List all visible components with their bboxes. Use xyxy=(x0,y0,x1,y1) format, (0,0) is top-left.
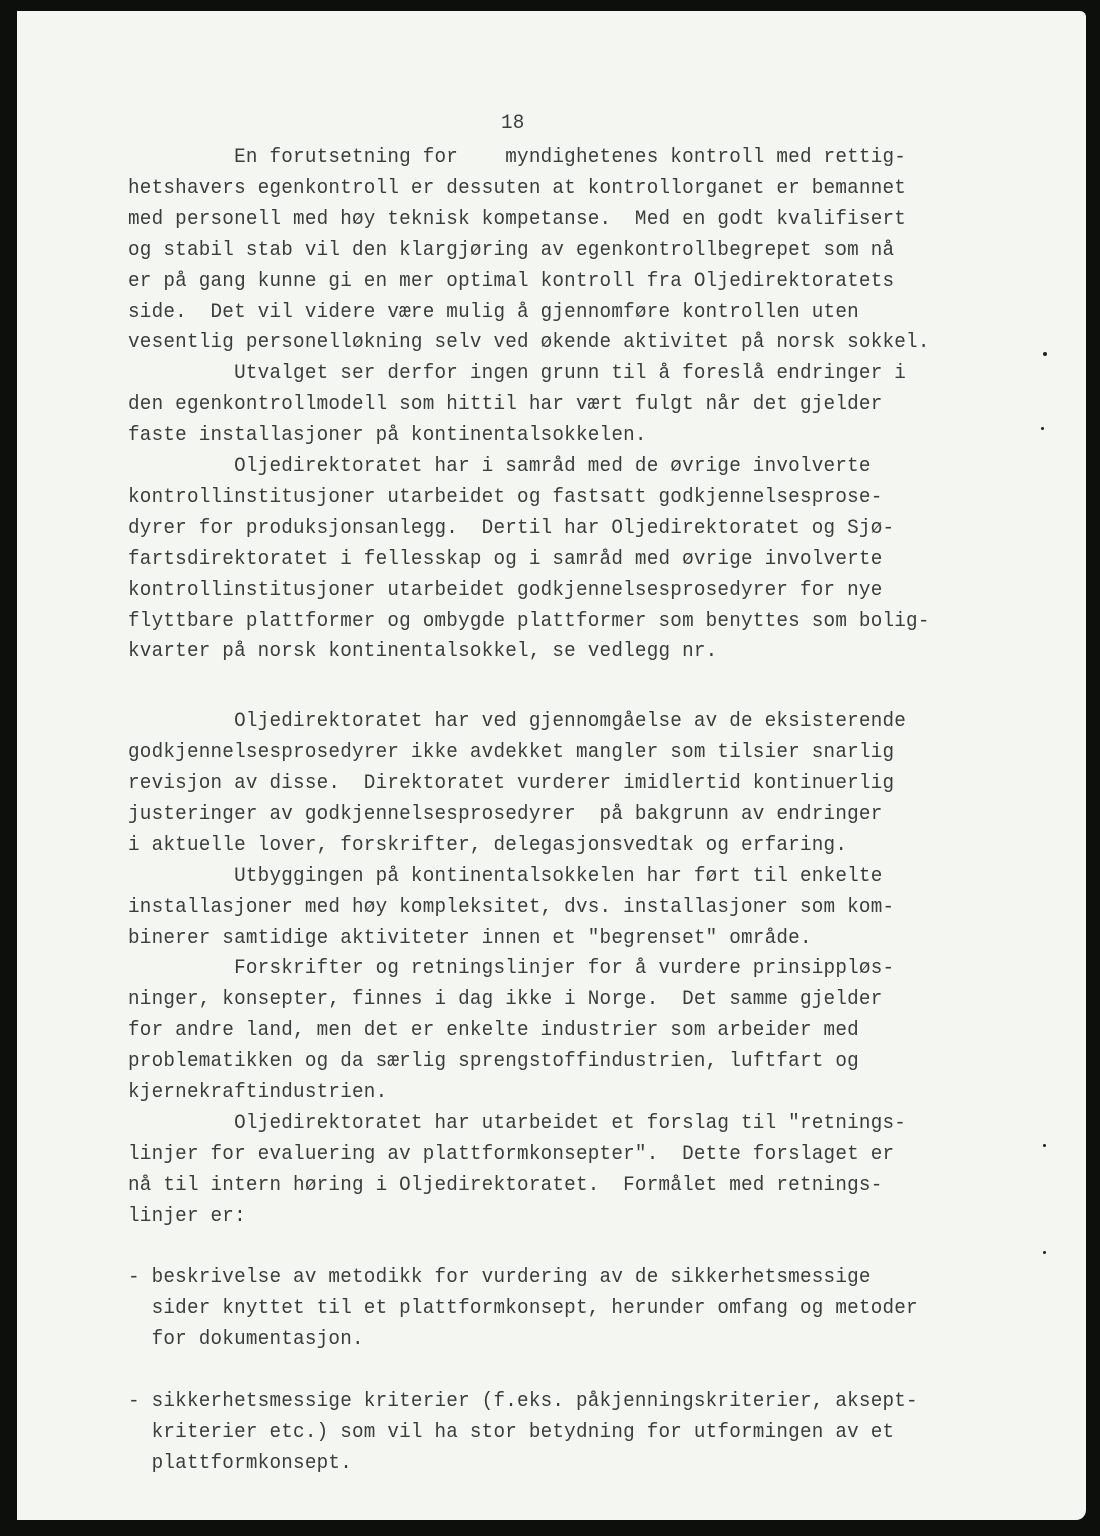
text-line: med personell med høy teknisk kompetanse. Med en godt kvalifisert xyxy=(128,207,907,231)
text-line: faste installasjoner på kontinentalsokkelen. xyxy=(128,424,647,448)
text-line: Utvalget ser derfor ingen grunn til å foreslå endringer i xyxy=(128,362,907,386)
scan-speck xyxy=(1043,1144,1046,1147)
text-line: En forutsetning for myndighetenes kontroll med rettig- xyxy=(128,146,907,169)
text-line: vesentlig personelløkning selv ved økende aktivitet på norsk sokkel. xyxy=(128,331,930,355)
text-line: - sikkerhetsmessige kriterier (f.eks. påkjenningskriterier, aksept- xyxy=(128,1390,918,1413)
text-line: fartsdirektoratet i fellesskap og i samråd med øvrige involverte xyxy=(128,547,883,571)
text-line: flyttbare plattformer og ombygde plattformer som benyttes som bolig- xyxy=(128,609,930,633)
text-line: den egenkontrollmodell som hittil har vært fulgt når det gjelder xyxy=(128,393,883,417)
text-line: godkjennelsesprosedyrer ikke avdekket mangler som tilsier snarlig xyxy=(128,741,895,765)
text-line: Forskrifter og retningslinjer for å vurdere prinsippløs- xyxy=(128,957,895,981)
text-line: er på gang kunne gi en mer optimal kontroll fra Oljedirektoratets xyxy=(128,269,895,293)
text-line: revisjon av disse. Direktoratet vurderer imidlertid kontinuerlig xyxy=(128,772,895,795)
text-line: Oljedirektoratet har i samråd med de øvrige involverte xyxy=(128,455,871,478)
text-line: for dokumentasjon. xyxy=(128,1328,364,1352)
scan-speck xyxy=(1041,427,1044,430)
text-line: dyrer for produksjonsanlegg. Dertil har Oljedirektoratet og Sjø- xyxy=(128,516,895,540)
text-line: ninger, konsepter, finnes i dag ikke i Norge. Det samme gjelder xyxy=(128,988,883,1012)
text-line: kontrollinstitusjoner utarbeidet godkjennelsesprosedyrer for nye xyxy=(128,578,883,602)
text-line: nå til intern høring i Oljedirektoratet. Formålet med retnings- xyxy=(128,1173,883,1197)
text-line: Utbyggingen på kontinentalsokkelen har ført til enkelte xyxy=(128,864,883,888)
text-line: kjernekraftindustrien. xyxy=(128,1081,388,1104)
text-line: binerer samtidige aktiviteter innen et "begrenset" område. xyxy=(128,926,812,950)
text-line: installasjoner med høy kompleksitet, dvs. installasjoner som kom- xyxy=(128,895,895,919)
page-number: 18 xyxy=(501,112,525,135)
text-line: linjer for evaluering av plattformkonsepter". Dette forslaget er xyxy=(128,1142,895,1166)
text-line: hetshavers egenkontroll er dessuten at kontrollorganet er bemannet xyxy=(128,176,907,200)
text-line: linjer er: xyxy=(128,1204,246,1228)
text-line: kvarter på norsk kontinentalsokkel, se vedlegg nr. xyxy=(128,640,718,664)
text-line: plattformkonsept. xyxy=(128,1451,352,1475)
text-line: - beskrivelse av metodikk for vurdering av de sikkerhetsmessige xyxy=(128,1266,871,1290)
text-line: Oljedirektoratet har utarbeidet et forslag til "retnings- xyxy=(128,1111,907,1135)
text-line: for andre land, men det er enkelte industrier som arbeider med xyxy=(128,1019,859,1043)
text-line: kontrollinstitusjoner utarbeidet og fastsatt godkjennelsesprose- xyxy=(128,485,883,509)
text-line: side. Det vil videre være mulig å gjennomføre kontrollen uten xyxy=(128,300,859,324)
text-line: problematikken og da særlig sprengstoffindustrien, luftfart og xyxy=(128,1050,859,1074)
document-page xyxy=(17,11,1086,1520)
scan-speck xyxy=(1043,352,1047,356)
text-line: Oljedirektoratet har ved gjennomgåelse av de eksisterende xyxy=(128,710,907,734)
text-line: og stabil stab vil den klargjøring av egenkontrollbegrepet som nå xyxy=(128,238,895,262)
text-line: kriterier etc.) som vil ha stor betydning for utformingen av et xyxy=(128,1420,895,1444)
text-line: justeringer av godkjennelsesprosedyrer på bakgrunn av endringer xyxy=(128,802,883,826)
text-line: i aktuelle lover, forskrifter, delegasjonsvedtak og erfaring. xyxy=(128,833,848,857)
text-line: sider knyttet til et plattformkonsept, herunder omfang og metoder xyxy=(128,1297,918,1321)
scan-speck xyxy=(1043,1251,1046,1254)
